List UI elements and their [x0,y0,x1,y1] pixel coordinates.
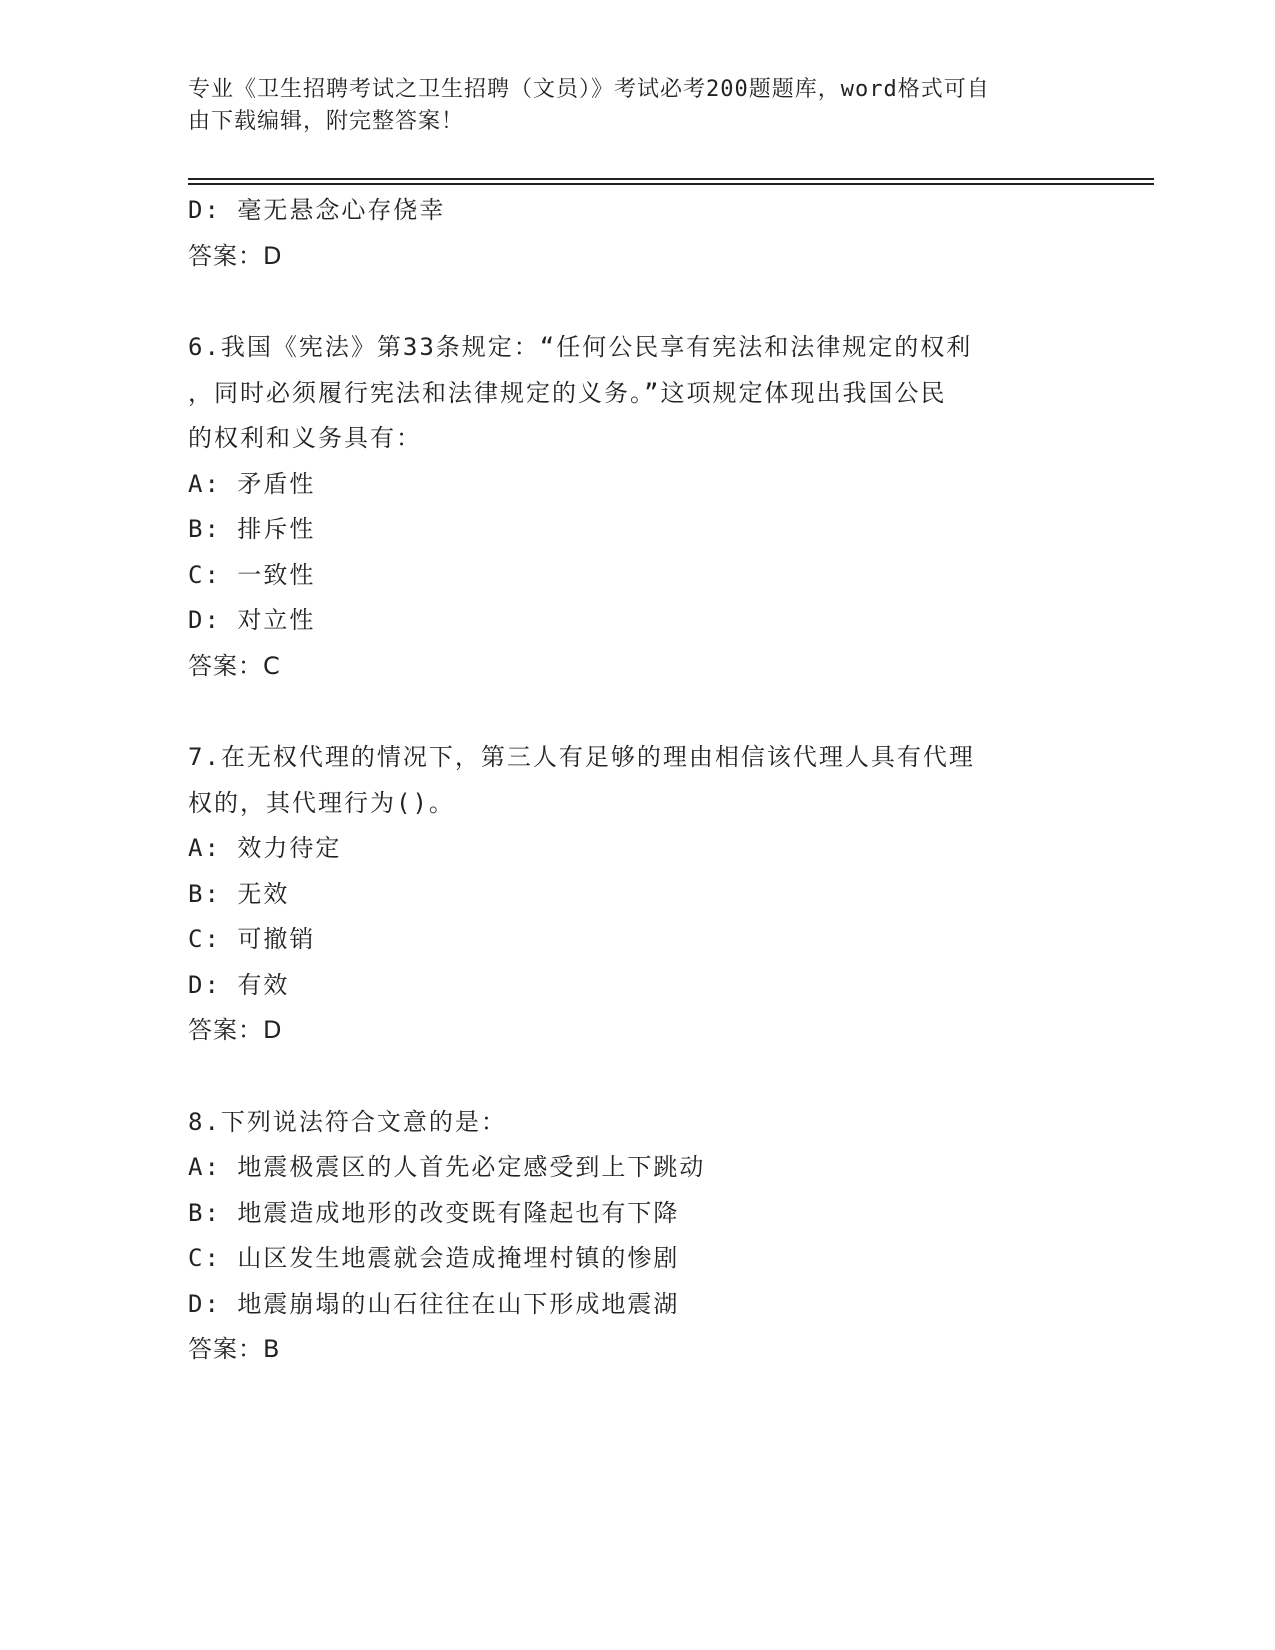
option-a: A: 矛盾性 [188,469,316,498]
question-7 [188,735,1088,1054]
option-a: A: 地震极震区的人首先必定感受到上下跳动 [188,1153,706,1181]
question-stem-line: 6.我国《宪法》第33条规定：“任何公民享有宪法和法律规定的权利 [188,333,973,361]
question-stem-line: 的权利和义务具有： [188,424,422,452]
option-d: D: 有效 [188,970,290,999]
header-line-1: 专业《卫生招聘考试之卫生招聘（文员）》考试必考200题题库，word格式可自 [188,77,990,102]
option-b: B: 地震造成地形的改变既有隆起也有下降 [188,1198,680,1227]
header-rule-top [188,178,1154,180]
option-d: D: 毫无悬念心存侥幸 [188,196,446,224]
option-c: C: 一致性 [188,560,316,589]
spacer [188,689,1088,735]
spacer [188,279,1088,325]
question-content [188,188,1088,1373]
question-8 [188,1100,1088,1373]
header-line-2: 由下载编辑，附完整答案！ [188,109,465,134]
option-b: B: 无效 [188,879,290,908]
answer: 答案：D [188,1016,283,1044]
answer: 答案：C [188,651,281,680]
option-b: B: 排斥性 [188,515,316,543]
answer: 答案：D [188,241,283,270]
document-header [188,74,1088,138]
question-stem-line: 7.在无权代理的情况下，第三人有足够的理由相信该代理人具有代理 [188,743,975,771]
option-c: C: 可撤销 [188,925,316,953]
question-6 [188,325,1088,689]
question-stem-line: 权的，其代理行为()。 [188,788,455,817]
question-stem-line: ，同时必须履行宪法和法律规定的义务。”这项规定体现出我国公民 [188,378,947,407]
spacer [188,1054,1088,1100]
question-stem-line: 8.下列说法符合文意的是： [188,1107,507,1136]
option-c: C: 山区发生地震就会造成掩埋村镇的惨剧 [188,1244,680,1272]
question-5-tail [188,188,1088,279]
option-d: D: 地震崩塌的山石往往在山下形成地震湖 [188,1289,680,1318]
option-a: A: 效力待定 [188,834,342,862]
option-d: D: 对立性 [188,606,316,634]
answer: 答案：B [188,1335,281,1363]
header-rule-bottom [188,183,1154,185]
